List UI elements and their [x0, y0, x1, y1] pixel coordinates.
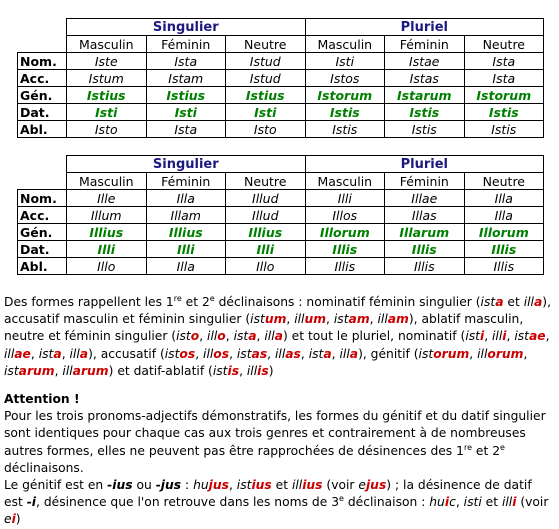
form-cell: Illis: [305, 258, 385, 275]
case-label: Abl.: [18, 258, 67, 275]
form-cell: Illa: [146, 258, 226, 275]
case-label: Acc.: [18, 70, 67, 87]
form-cell: Illas: [385, 207, 465, 224]
form-cell: Illa: [464, 207, 544, 224]
form-cell: Illarum: [385, 224, 465, 241]
form-cell: Istis: [464, 104, 544, 121]
form-cell: Illis: [385, 241, 465, 258]
form-cell: Illorum: [305, 224, 385, 241]
case-label: Acc.: [18, 207, 67, 224]
form-cell: Ista: [146, 121, 226, 138]
form-cell: Illa: [146, 190, 226, 207]
table-row: [18, 121, 544, 138]
attention-heading: Attention !: [4, 392, 80, 407]
header-gender: Masculin: [305, 36, 385, 53]
form-cell: Istorum: [464, 87, 544, 104]
form-cell: Istis: [385, 121, 465, 138]
form-cell: Illis: [385, 258, 465, 275]
form-cell: Illae: [385, 190, 465, 207]
header-gender: Neutre: [226, 36, 306, 53]
form-cell: Istarum: [385, 87, 465, 104]
form-cell: Illorum: [464, 224, 544, 241]
form-cell: Istis: [305, 104, 385, 121]
header-gender: Masculin: [305, 173, 385, 190]
form-cell: Illa: [464, 190, 544, 207]
paragraph-endings: Le génitif est en -ius ou -jus : hujus, istius et illius (voir ejus) ; la désinence de datif est -i, désinence que l'on retrouve dans les noms de 3e déclinaison : huic, isti et illi (voir ei): [4, 478, 549, 527]
form-cell: Ista: [146, 53, 226, 70]
form-cell: Illam: [146, 207, 226, 224]
form-cell: Istas: [385, 70, 465, 87]
form-cell: Ista: [464, 70, 544, 87]
form-cell: Istae: [385, 53, 465, 70]
table-row: [18, 207, 544, 224]
header-gender: Neutre: [226, 173, 306, 190]
table-row: [18, 70, 544, 87]
table-row: [18, 87, 544, 104]
form-cell: Istius: [226, 87, 306, 104]
form-cell: Isti: [305, 53, 385, 70]
header-gender: Neutre: [464, 173, 544, 190]
header-gender: Neutre: [464, 36, 544, 53]
table-row: [18, 224, 544, 241]
form-cell: Istam: [146, 70, 226, 87]
case-label: Gén.: [18, 224, 67, 241]
form-cell: Istud: [226, 70, 306, 87]
header-gender: Féminin: [146, 36, 226, 53]
header-gender: Féminin: [146, 173, 226, 190]
header-singular: Singulier: [67, 156, 306, 173]
form-cell: Illius: [146, 224, 226, 241]
form-cell: Illo: [67, 258, 147, 275]
form-cell: Illi: [146, 241, 226, 258]
form-cell: Illud: [226, 207, 306, 224]
form-cell: Istis: [464, 121, 544, 138]
header-gender: Masculin: [67, 36, 147, 53]
form-cell: Illi: [67, 241, 147, 258]
form-cell: Isto: [67, 121, 147, 138]
header-gender: Masculin: [67, 173, 147, 190]
form-cell: Illis: [464, 241, 544, 258]
table-row: [18, 258, 544, 275]
case-label: Nom.: [18, 190, 67, 207]
form-cell: Istis: [305, 121, 385, 138]
form-cell: Istos: [305, 70, 385, 87]
case-label: Dat.: [18, 241, 67, 258]
header-gender: Féminin: [385, 173, 465, 190]
case-label: Dat.: [18, 104, 67, 121]
header-groups-row: [18, 156, 544, 173]
form-cell: Illis: [464, 258, 544, 275]
form-cell: Iste: [67, 53, 147, 70]
form-cell: Isti: [146, 104, 226, 121]
form-cell: Isti: [67, 104, 147, 121]
form-cell: Istius: [67, 87, 147, 104]
form-cell: Isto: [226, 121, 306, 138]
header-plural: Pluriel: [305, 156, 544, 173]
header-gender: Féminin: [385, 36, 465, 53]
form-cell: Illi: [305, 190, 385, 207]
form-cell: Illius: [67, 224, 147, 241]
form-cell: Istius: [146, 87, 226, 104]
form-cell: Istud: [226, 53, 306, 70]
form-cell: Illum: [67, 207, 147, 224]
form-cell: Ille: [67, 190, 147, 207]
form-cell: Illo: [226, 258, 306, 275]
form-cell: Illius: [226, 224, 306, 241]
form-cell: Illos: [305, 207, 385, 224]
form-cell: Illis: [305, 241, 385, 258]
case-label: Gén.: [18, 87, 67, 104]
header-plural: Pluriel: [305, 19, 544, 36]
form-cell: Istis: [385, 104, 465, 121]
form-cell: Istum: [67, 70, 147, 87]
declension-table-iste: [17, 18, 544, 138]
form-cell: Isti: [226, 104, 306, 121]
table-row: [18, 53, 544, 70]
form-cell: Istorum: [305, 87, 385, 104]
header-groups-row: [18, 19, 544, 36]
paragraph-genitive-dative: Pour les trois pronoms-adjectifs démonstratifs, les formes du génitif et du datif singulier sont identiques pour chaque cas aux trois genres et contrairement à de nombreuses autres formes, elles ne peuvent pas être rapprochées de désinences des 1re et 2e déclinaisons.: [4, 409, 546, 475]
header-singular: Singulier: [67, 19, 306, 36]
explanation-text: [4, 294, 552, 529]
table-row: [18, 241, 544, 258]
form-cell: Ista: [464, 53, 544, 70]
header-genders-row: [18, 173, 544, 190]
header-genders-row: [18, 36, 544, 53]
form-cell: Illud: [226, 190, 306, 207]
case-label: Nom.: [18, 53, 67, 70]
paragraph-first-second-declension: Des formes rappellent les 1re et 2e déclinaisons : nominatif féminin singulier (ista et illa), accusatif masculin et féminin singulier (istum, illum, istam, illam), ablatif masculin, neutre et féminin singulier (isto, illo, ista, illa) et tout le pluriel, nominatif (isti, illi, istae, illae, ista, illa), accusatif (istos, illos, istas, illas, ista, illa), génitif (istorum, illorum, istarum, illarum) et datif-ablatif (istis, illis): [4, 293, 551, 378]
form-cell: Illi: [226, 241, 306, 258]
case-label: Abl.: [18, 121, 67, 138]
table-row: [18, 104, 544, 121]
table-row: [18, 190, 544, 207]
declension-table-ille: [17, 155, 544, 275]
